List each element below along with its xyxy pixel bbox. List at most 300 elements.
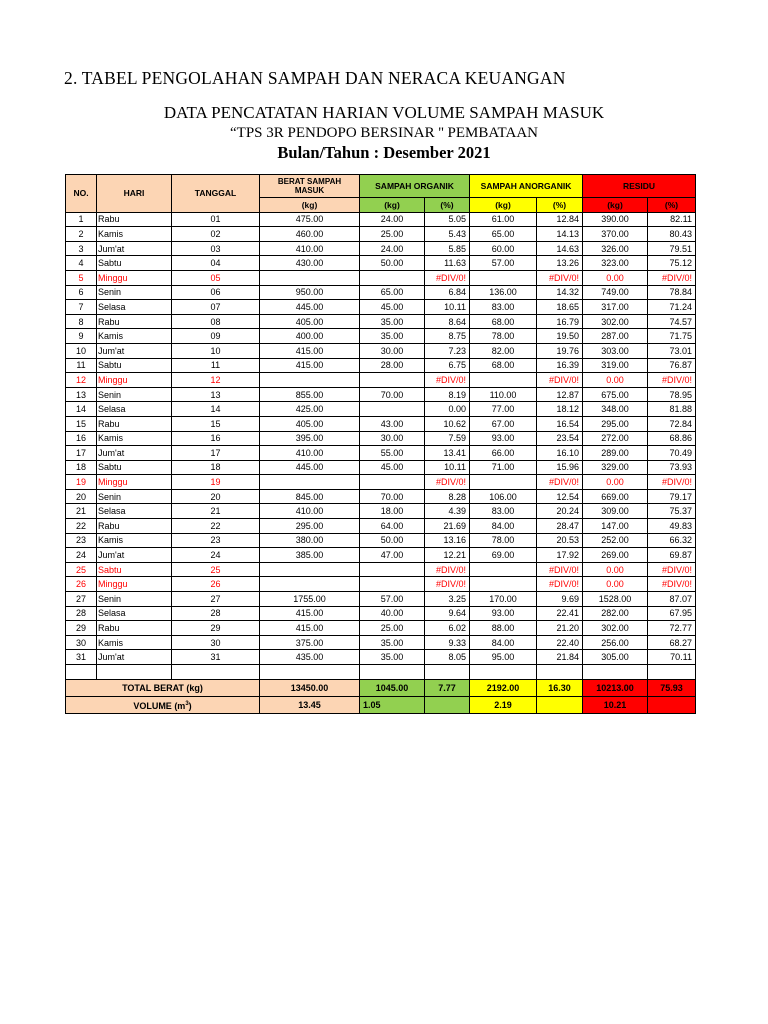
unit-organik-pct: (%) xyxy=(425,198,470,213)
row-residu-kg: 370.00 xyxy=(583,227,648,242)
table-row xyxy=(66,562,696,577)
row-hari: Selasa xyxy=(97,402,172,417)
row-tanggal: 13 xyxy=(172,387,260,402)
row-no: 9 xyxy=(66,329,97,344)
row-residu-kg: 749.00 xyxy=(583,285,648,300)
table-body xyxy=(66,212,696,664)
unit-anorganik-kg: (kg) xyxy=(470,198,537,213)
row-anorganik-kg: 136.00 xyxy=(470,285,537,300)
row-tanggal: 19 xyxy=(172,475,260,490)
row-residu-kg: 390.00 xyxy=(583,212,648,227)
table-row xyxy=(66,577,696,592)
row-organik-pct: 9.64 xyxy=(425,606,470,621)
row-organik-pct: 13.16 xyxy=(425,533,470,548)
header-organik: SAMPAH ORGANIK xyxy=(360,175,470,198)
row-anorganik-pct: 19.76 xyxy=(537,343,583,358)
row-berat: 415.00 xyxy=(260,621,360,636)
row-berat: 460.00 xyxy=(260,227,360,242)
row-organik-pct: 4.39 xyxy=(425,504,470,519)
row-anorganik-pct: 16.10 xyxy=(537,446,583,461)
row-tanggal: 02 xyxy=(172,227,260,242)
row-residu-pct: 82.11 xyxy=(648,212,696,227)
volume-residu-empty xyxy=(648,696,696,713)
row-residu-pct: #DIV/0! xyxy=(648,577,696,592)
row-berat: 415.00 xyxy=(260,606,360,621)
row-hari: Sabtu xyxy=(97,256,172,271)
row-hari: Sabtu xyxy=(97,358,172,373)
row-organik-pct: 8.75 xyxy=(425,329,470,344)
row-tanggal: 05 xyxy=(172,270,260,285)
total-residu-pct: 75.93 xyxy=(648,679,696,696)
row-no: 31 xyxy=(66,650,97,665)
table-row xyxy=(66,314,696,329)
row-organik-kg: 24.00 xyxy=(360,241,425,256)
row-residu-pct: 73.93 xyxy=(648,460,696,475)
row-berat: 430.00 xyxy=(260,256,360,271)
row-berat: 395.00 xyxy=(260,431,360,446)
row-residu-kg: 269.00 xyxy=(583,548,648,563)
row-tanggal: 21 xyxy=(172,504,260,519)
row-residu-pct: 72.84 xyxy=(648,416,696,431)
row-organik-kg: 45.00 xyxy=(360,460,425,475)
row-anorganik-kg: 67.00 xyxy=(470,416,537,431)
row-no: 16 xyxy=(66,431,97,446)
row-tanggal: 07 xyxy=(172,300,260,315)
row-organik-kg xyxy=(360,475,425,490)
row-residu-pct: 70.11 xyxy=(648,650,696,665)
row-residu-kg: 1528.00 xyxy=(583,592,648,607)
row-anorganik-pct: 28.47 xyxy=(537,519,583,534)
row-no: 28 xyxy=(66,606,97,621)
row-hari: Sabtu xyxy=(97,460,172,475)
row-no: 14 xyxy=(66,402,97,417)
row-no: 19 xyxy=(66,475,97,490)
row-no: 27 xyxy=(66,592,97,607)
row-berat: 380.00 xyxy=(260,533,360,548)
row-berat: 405.00 xyxy=(260,416,360,431)
table-row xyxy=(66,358,696,373)
row-tanggal: 24 xyxy=(172,548,260,563)
row-residu-kg: 0.00 xyxy=(583,475,648,490)
row-hari: Jum'at xyxy=(97,343,172,358)
row-anorganik-pct: 14.63 xyxy=(537,241,583,256)
row-anorganik-kg: 61.00 xyxy=(470,212,537,227)
row-residu-pct: 81.88 xyxy=(648,402,696,417)
row-hari: Sabtu xyxy=(97,562,172,577)
row-hari: Senin xyxy=(97,387,172,402)
row-tanggal: 09 xyxy=(172,329,260,344)
table-row xyxy=(66,606,696,621)
row-no: 11 xyxy=(66,358,97,373)
section-title: 2. TABEL PENGOLAHAN SAMPAH DAN NERACA KEUANGAN xyxy=(64,68,566,88)
row-organik-pct: 9.33 xyxy=(425,635,470,650)
row-hari: Minggu xyxy=(97,475,172,490)
table-row xyxy=(66,489,696,504)
row-anorganik-kg: 88.00 xyxy=(470,621,537,636)
row-tanggal: 04 xyxy=(172,256,260,271)
row-organik-pct: 0.00 xyxy=(425,402,470,417)
row-organik-kg: 25.00 xyxy=(360,621,425,636)
row-no: 25 xyxy=(66,562,97,577)
row-anorganik-kg: 66.00 xyxy=(470,446,537,461)
table-row xyxy=(66,329,696,344)
row-residu-kg: 303.00 xyxy=(583,343,648,358)
page-subtitle: “TPS 3R PENDOPO BERSINAR '' PEMBATAAN xyxy=(230,125,538,141)
row-residu-pct: 78.84 xyxy=(648,285,696,300)
row-anorganik-pct: 23.54 xyxy=(537,431,583,446)
header-tanggal: TANGGAL xyxy=(172,175,260,213)
table-row xyxy=(66,285,696,300)
row-organik-kg: 70.00 xyxy=(360,489,425,504)
header-hari: HARI xyxy=(97,175,172,213)
header-berat: BERAT SAMPAH MASUK xyxy=(260,175,360,198)
row-residu-pct: 70.49 xyxy=(648,446,696,461)
row-anorganik-pct: 13.26 xyxy=(537,256,583,271)
row-anorganik-kg: 68.00 xyxy=(470,314,537,329)
total-label: TOTAL BERAT (kg) xyxy=(66,679,260,696)
table-row xyxy=(66,446,696,461)
table-row xyxy=(66,387,696,402)
row-hari: Kamis xyxy=(97,329,172,344)
row-organik-pct: 5.05 xyxy=(425,212,470,227)
row-residu-pct: 68.86 xyxy=(648,431,696,446)
row-organik-kg: 50.00 xyxy=(360,533,425,548)
row-berat: 410.00 xyxy=(260,241,360,256)
period-label: Bulan/Tahun : Desember 2021 xyxy=(277,143,491,162)
table-row xyxy=(66,373,696,388)
row-anorganik-pct: 16.39 xyxy=(537,358,583,373)
row-anorganik-kg: 170.00 xyxy=(470,592,537,607)
row-residu-kg: 309.00 xyxy=(583,504,648,519)
row-organik-pct: 8.28 xyxy=(425,489,470,504)
row-organik-kg: 35.00 xyxy=(360,329,425,344)
row-organik-kg: 43.00 xyxy=(360,416,425,431)
row-berat xyxy=(260,373,360,388)
row-hari: Rabu xyxy=(97,314,172,329)
row-organik-kg: 30.00 xyxy=(360,431,425,446)
row-residu-pct: #DIV/0! xyxy=(648,373,696,388)
row-hari: Rabu xyxy=(97,212,172,227)
row-organik-kg: 35.00 xyxy=(360,314,425,329)
row-organik-kg: 55.00 xyxy=(360,446,425,461)
row-residu-kg: 348.00 xyxy=(583,402,648,417)
row-tanggal: 27 xyxy=(172,592,260,607)
table-row xyxy=(66,343,696,358)
table-row xyxy=(66,504,696,519)
row-residu-kg: 0.00 xyxy=(583,373,648,388)
row-berat: 385.00 xyxy=(260,548,360,563)
row-anorganik-pct: 12.87 xyxy=(537,387,583,402)
row-no: 30 xyxy=(66,635,97,650)
header-anorganik: SAMPAH ANORGANIK xyxy=(470,175,583,198)
row-anorganik-pct: 21.84 xyxy=(537,650,583,665)
total-organik-pct: 7.77 xyxy=(425,679,470,696)
row-residu-kg: 305.00 xyxy=(583,650,648,665)
table-row xyxy=(66,300,696,315)
row-residu-pct: 74.57 xyxy=(648,314,696,329)
row-residu-kg: 302.00 xyxy=(583,314,648,329)
total-row xyxy=(66,679,696,696)
row-anorganik-pct: #DIV/0! xyxy=(537,577,583,592)
row-organik-pct: 10.11 xyxy=(425,300,470,315)
row-anorganik-kg xyxy=(470,577,537,592)
row-berat: 1755.00 xyxy=(260,592,360,607)
row-anorganik-pct: 21.20 xyxy=(537,621,583,636)
row-residu-pct: 71.24 xyxy=(648,300,696,315)
row-hari: Senin xyxy=(97,489,172,504)
row-anorganik-kg: 78.00 xyxy=(470,329,537,344)
volume-berat: 13.45 xyxy=(260,696,360,713)
row-residu-kg: 289.00 xyxy=(583,446,648,461)
row-anorganik-kg: 65.00 xyxy=(470,227,537,242)
row-residu-kg: 319.00 xyxy=(583,358,648,373)
table-row xyxy=(66,533,696,548)
row-anorganik-kg: 57.00 xyxy=(470,256,537,271)
row-berat: 425.00 xyxy=(260,402,360,417)
row-organik-kg: 47.00 xyxy=(360,548,425,563)
row-organik-pct: #DIV/0! xyxy=(425,373,470,388)
table-row xyxy=(66,592,696,607)
row-organik-kg: 65.00 xyxy=(360,285,425,300)
row-anorganik-pct: #DIV/0! xyxy=(537,562,583,577)
row-organik-pct: #DIV/0! xyxy=(425,475,470,490)
row-berat: 855.00 xyxy=(260,387,360,402)
row-tanggal: 23 xyxy=(172,533,260,548)
row-anorganik-pct: 18.65 xyxy=(537,300,583,315)
row-anorganik-pct: 12.54 xyxy=(537,489,583,504)
row-hari: Kamis xyxy=(97,227,172,242)
row-anorganik-kg: 110.00 xyxy=(470,387,537,402)
row-anorganik-pct: #DIV/0! xyxy=(537,270,583,285)
row-hari: Jum'at xyxy=(97,650,172,665)
row-hari: Rabu xyxy=(97,519,172,534)
row-tanggal: 29 xyxy=(172,621,260,636)
row-residu-pct: 76.87 xyxy=(648,358,696,373)
row-organik-pct: #DIV/0! xyxy=(425,562,470,577)
row-anorganik-pct: 18.12 xyxy=(537,402,583,417)
row-no: 5 xyxy=(66,270,97,285)
row-anorganik-pct: 15.96 xyxy=(537,460,583,475)
row-anorganik-kg: 83.00 xyxy=(470,300,537,315)
row-berat: 435.00 xyxy=(260,650,360,665)
row-residu-kg: 282.00 xyxy=(583,606,648,621)
row-hari: Selasa xyxy=(97,606,172,621)
table-row xyxy=(66,416,696,431)
row-anorganik-kg xyxy=(470,475,537,490)
row-organik-pct: 8.64 xyxy=(425,314,470,329)
row-residu-pct: 78.95 xyxy=(648,387,696,402)
row-anorganik-kg: 77.00 xyxy=(470,402,537,417)
row-residu-pct: 79.17 xyxy=(648,489,696,504)
row-tanggal: 15 xyxy=(172,416,260,431)
row-residu-pct: 75.12 xyxy=(648,256,696,271)
row-no: 29 xyxy=(66,621,97,636)
row-tanggal: 20 xyxy=(172,489,260,504)
row-berat: 415.00 xyxy=(260,343,360,358)
row-organik-kg: 35.00 xyxy=(360,635,425,650)
row-anorganik-pct: 20.53 xyxy=(537,533,583,548)
row-anorganik-kg: 82.00 xyxy=(470,343,537,358)
row-organik-kg: 25.00 xyxy=(360,227,425,242)
row-organik-kg: 40.00 xyxy=(360,606,425,621)
row-residu-kg: 0.00 xyxy=(583,577,648,592)
row-residu-kg: 317.00 xyxy=(583,300,648,315)
table-row xyxy=(66,227,696,242)
row-berat: 410.00 xyxy=(260,446,360,461)
row-anorganik-pct: 16.79 xyxy=(537,314,583,329)
total-anorganik-kg: 2192.00 xyxy=(470,679,537,696)
row-residu-kg: 0.00 xyxy=(583,270,648,285)
table-row xyxy=(66,241,696,256)
row-no: 15 xyxy=(66,416,97,431)
unit-residu-kg: (kg) xyxy=(583,198,648,213)
row-berat: 845.00 xyxy=(260,489,360,504)
total-residu-kg: 10213.00 xyxy=(583,679,648,696)
row-anorganik-kg: 78.00 xyxy=(470,533,537,548)
row-no: 3 xyxy=(66,241,97,256)
row-anorganik-pct: #DIV/0! xyxy=(537,373,583,388)
row-organik-kg xyxy=(360,270,425,285)
volume-label: VOLUME $(m^3)$ xyxy=(66,696,260,713)
row-residu-kg: 669.00 xyxy=(583,489,648,504)
row-organik-kg xyxy=(360,402,425,417)
row-organik-pct: #DIV/0! xyxy=(425,270,470,285)
total-anorganik-pct: 16.30 xyxy=(537,679,583,696)
row-tanggal: 30 xyxy=(172,635,260,650)
row-berat: 445.00 xyxy=(260,460,360,475)
row-organik-kg: 50.00 xyxy=(360,256,425,271)
row-no: 10 xyxy=(66,343,97,358)
row-organik-pct: 5.43 xyxy=(425,227,470,242)
row-tanggal: 01 xyxy=(172,212,260,227)
row-anorganik-pct: 12.84 xyxy=(537,212,583,227)
row-residu-kg: 323.00 xyxy=(583,256,648,271)
row-tanggal: 22 xyxy=(172,519,260,534)
row-organik-pct: 12.21 xyxy=(425,548,470,563)
row-organik-kg: 18.00 xyxy=(360,504,425,519)
total-organik-kg: 1045.00 xyxy=(360,679,425,696)
row-organik-pct: 7.59 xyxy=(425,431,470,446)
row-organik-pct: #DIV/0! xyxy=(425,577,470,592)
row-residu-pct: 71.75 xyxy=(648,329,696,344)
row-organik-pct: 5.85 xyxy=(425,241,470,256)
volume-anorganik: 2.19 xyxy=(470,696,537,713)
row-berat: 375.00 xyxy=(260,635,360,650)
row-tanggal: 03 xyxy=(172,241,260,256)
row-residu-pct: 79.51 xyxy=(648,241,696,256)
row-organik-pct: 6.02 xyxy=(425,621,470,636)
row-hari: Kamis xyxy=(97,431,172,446)
row-anorganik-kg: 60.00 xyxy=(470,241,537,256)
row-tanggal: 10 xyxy=(172,343,260,358)
table-row xyxy=(66,256,696,271)
row-berat xyxy=(260,562,360,577)
row-organik-pct: 6.84 xyxy=(425,285,470,300)
row-no: 23 xyxy=(66,533,97,548)
row-no: 17 xyxy=(66,446,97,461)
row-residu-kg: 0.00 xyxy=(583,562,648,577)
row-residu-pct: 80.43 xyxy=(648,227,696,242)
row-residu-pct: 87.07 xyxy=(648,592,696,607)
row-organik-kg: 45.00 xyxy=(360,300,425,315)
row-anorganik-kg: 68.00 xyxy=(470,358,537,373)
unit-anorganik-pct: (%) xyxy=(537,198,583,213)
row-residu-pct: 68.27 xyxy=(648,635,696,650)
row-organik-pct: 8.19 xyxy=(425,387,470,402)
row-organik-pct: 13.41 xyxy=(425,446,470,461)
row-residu-pct: #DIV/0! xyxy=(648,562,696,577)
row-anorganik-pct: 14.13 xyxy=(537,227,583,242)
row-anorganik-pct: 9.69 xyxy=(537,592,583,607)
row-organik-pct: 6.75 xyxy=(425,358,470,373)
row-residu-pct: 67.95 xyxy=(648,606,696,621)
row-anorganik-kg xyxy=(470,562,537,577)
row-residu-kg: 272.00 xyxy=(583,431,648,446)
row-organik-pct: 10.62 xyxy=(425,416,470,431)
unit-berat-kg: (kg) xyxy=(260,198,360,213)
row-no: 1 xyxy=(66,212,97,227)
row-anorganik-pct: #DIV/0! xyxy=(537,475,583,490)
header-residu: RESIDU xyxy=(583,175,696,198)
row-hari: Selasa xyxy=(97,504,172,519)
row-residu-kg: 302.00 xyxy=(583,621,648,636)
row-anorganik-kg: 84.00 xyxy=(470,519,537,534)
volume-residu: 10.21 xyxy=(583,696,648,713)
row-anorganik-kg: 93.00 xyxy=(470,431,537,446)
row-berat: 475.00 xyxy=(260,212,360,227)
table-row xyxy=(66,621,696,636)
table-row xyxy=(66,635,696,650)
row-no: 18 xyxy=(66,460,97,475)
row-residu-kg: 287.00 xyxy=(583,329,648,344)
row-berat: 445.00 xyxy=(260,300,360,315)
row-hari: Rabu xyxy=(97,621,172,636)
row-no: 12 xyxy=(66,373,97,388)
row-anorganik-pct: 22.40 xyxy=(537,635,583,650)
row-organik-kg xyxy=(360,373,425,388)
row-berat: 950.00 xyxy=(260,285,360,300)
table-row xyxy=(66,402,696,417)
row-no: 26 xyxy=(66,577,97,592)
row-residu-pct: #DIV/0! xyxy=(648,270,696,285)
row-hari: Senin xyxy=(97,285,172,300)
row-residu-kg: 329.00 xyxy=(583,460,648,475)
row-organik-pct: 10.11 xyxy=(425,460,470,475)
row-organik-kg: 24.00 xyxy=(360,212,425,227)
table-row xyxy=(66,519,696,534)
row-tanggal: 08 xyxy=(172,314,260,329)
row-tanggal: 16 xyxy=(172,431,260,446)
row-anorganik-kg xyxy=(470,270,537,285)
row-tanggal: 18 xyxy=(172,460,260,475)
row-organik-kg: 35.00 xyxy=(360,650,425,665)
row-tanggal: 17 xyxy=(172,446,260,461)
row-residu-kg: 295.00 xyxy=(583,416,648,431)
row-berat xyxy=(260,577,360,592)
row-residu-pct: 49.83 xyxy=(648,519,696,534)
unit-residu-pct: (%) xyxy=(648,198,696,213)
row-berat xyxy=(260,270,360,285)
total-berat: 13450.00 xyxy=(260,679,360,696)
row-no: 7 xyxy=(66,300,97,315)
row-hari: Minggu xyxy=(97,577,172,592)
row-organik-kg: 70.00 xyxy=(360,387,425,402)
row-berat: 400.00 xyxy=(260,329,360,344)
row-anorganik-pct: 14.32 xyxy=(537,285,583,300)
row-berat: 405.00 xyxy=(260,314,360,329)
row-organik-kg xyxy=(360,577,425,592)
row-organik-pct: 3.25 xyxy=(425,592,470,607)
